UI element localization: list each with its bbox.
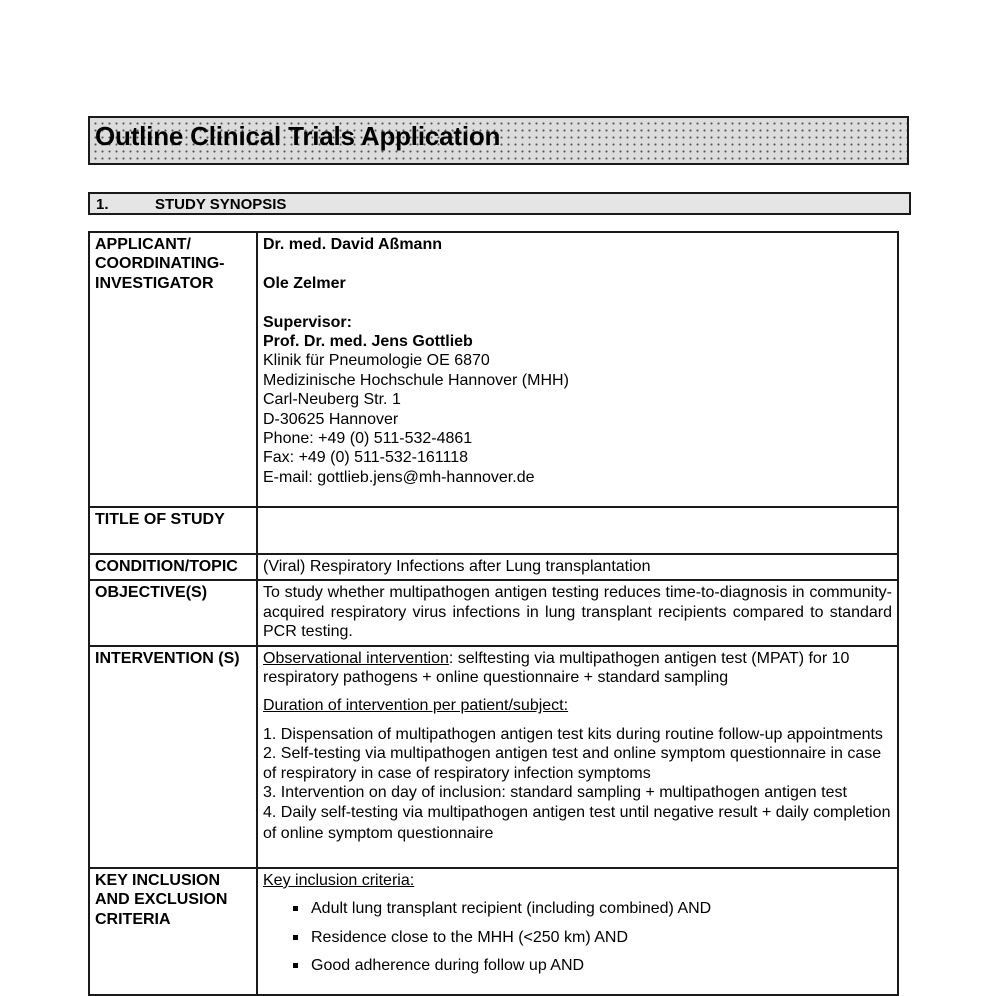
table-row-objectives	[89, 580, 898, 645]
table-row-intervention	[89, 646, 898, 868]
table-row-condition	[89, 554, 898, 580]
phone-line: Phone: +49 (0) 511-532-4861	[263, 430, 473, 448]
row-value-applicant	[257, 232, 898, 507]
inclusion-heading: Key inclusion criteria:	[263, 871, 415, 889]
row-value-criteria	[257, 868, 898, 995]
section-number: 1.	[96, 196, 109, 213]
address-line: D-30625 Hannover	[263, 410, 399, 428]
observational-text: : selftesting via multipathogen antigen test (MPAT) for 10 respiratory pathogens + online questionnaire + standard sampling	[263, 649, 850, 687]
investigator-name: Dr. med. David Aßmann	[263, 236, 442, 253]
label-line: COORDINATING-	[95, 255, 225, 273]
email-line: E-mail: gottlieb.jens@mh-hannover.de	[263, 468, 535, 486]
inclusion-item: Good adherence during follow up AND	[293, 956, 892, 975]
row-label-criteria	[89, 868, 257, 995]
row-label-objectives: OBJECTIVE(S)	[89, 580, 257, 645]
section-header	[88, 192, 911, 215]
row-label-title-of-study: TITLE OF STUDY	[89, 507, 257, 554]
inclusion-list	[263, 899, 892, 975]
investigator-name: Ole Zelmer	[263, 274, 346, 292]
intervention-step: 3. Intervention on day of inclusion: standard sampling + multipathogen antigen test	[263, 784, 847, 802]
intervention-step: 2. Self-testing via multipathogen antigen test and online symptom questionnaire in case of respiratory in case of respiratory infection symptoms	[263, 745, 882, 782]
label-line: KEY INCLUSION	[95, 871, 221, 889]
row-value-intervention	[257, 646, 898, 868]
table-row-title-of-study	[89, 507, 898, 554]
table-row-applicant	[89, 232, 898, 507]
intervention-step: 4. Daily self-testing via multipathogen antigen test until negative result + daily completion of online symptom questionnaire	[263, 804, 891, 843]
fax-line: Fax: +49 (0) 511-532-161118	[263, 449, 469, 467]
label-line: AND EXCLUSION	[95, 891, 228, 909]
observational-intervention	[263, 649, 892, 688]
address-line: Klinik für Pneumologie OE 6870	[263, 352, 490, 370]
row-value-title-of-study	[257, 507, 898, 554]
duration-heading: Duration of intervention per patient/subject:	[263, 697, 569, 715]
label-line: INVESTIGATOR	[95, 274, 214, 292]
label-line: CRITERIA	[95, 910, 171, 928]
document-title-box	[88, 116, 909, 165]
address-line: Medizinische Hochschule Hannover (MHH)	[263, 371, 569, 389]
label-line: APPLICANT/	[95, 236, 191, 253]
inclusion-item: Adult lung transplant recipient (including combined) AND	[293, 899, 892, 918]
intervention-step: 1. Dispensation of multipathogen antigen test kits during routine follow-up appointments	[263, 725, 883, 743]
supervisor-name: Prof. Dr. med. Jens Gottlieb	[263, 333, 473, 350]
row-label-intervention: INTERVENTION (S)	[89, 646, 257, 868]
section-title: STUDY SYNOPSIS	[155, 196, 287, 213]
row-value-condition: (Viral) Respiratory Infections after Lung transplantation	[257, 554, 898, 580]
row-label-condition: CONDITION/TOPIC	[89, 554, 257, 580]
row-value-objectives: To study whether multipathogen antigen testing reduces time-to-diagnosis in community-acquired respiratory virus infections in lung transplant recipients compared to standard PCR testing.	[257, 580, 898, 645]
study-synopsis-table	[88, 231, 899, 996]
supervisor-heading: Supervisor:	[263, 313, 352, 331]
row-label-applicant	[89, 232, 257, 507]
inclusion-item: Residence close to the MHH (<250 km) AND	[293, 928, 892, 947]
observational-heading: Observational intervention	[263, 649, 449, 667]
document-title: Outline Clinical Trials Application	[95, 121, 501, 151]
table-row-criteria	[89, 868, 898, 995]
address-line: Carl-Neuberg Str. 1	[263, 391, 401, 409]
